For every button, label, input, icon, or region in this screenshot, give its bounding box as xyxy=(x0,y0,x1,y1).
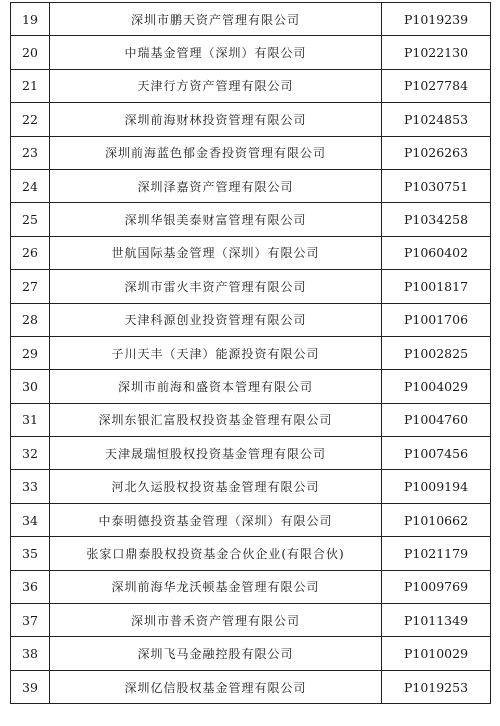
registration-code: P1060402 xyxy=(382,236,491,269)
registration-code: P1002825 xyxy=(382,336,491,369)
registration-code: P1011349 xyxy=(382,604,491,637)
registration-code: P1004029 xyxy=(382,370,491,403)
row-number: 30 xyxy=(11,370,50,403)
institution-name: 天津科源创业投资管理有限公司 xyxy=(50,303,382,336)
table-row xyxy=(11,570,491,603)
institution-table-container xyxy=(10,2,490,704)
registration-code: P1010662 xyxy=(382,503,491,536)
row-number: 31 xyxy=(11,403,50,436)
table-row xyxy=(11,69,491,102)
table-row xyxy=(11,637,491,670)
table-row xyxy=(11,270,491,303)
registration-code: P1027784 xyxy=(382,69,491,102)
table-row xyxy=(11,36,491,69)
registration-code: P1019253 xyxy=(382,670,491,703)
table-row xyxy=(11,470,491,503)
row-number: 33 xyxy=(11,470,50,503)
table-row xyxy=(11,537,491,570)
institution-name: 深圳前海蓝色郁金香投资管理有限公司 xyxy=(50,136,382,169)
institution-name: 子川天丰（天津）能源投资有限公司 xyxy=(50,336,382,369)
row-number: 22 xyxy=(11,103,50,136)
institution-name: 深圳飞马金融控股有限公司 xyxy=(50,637,382,670)
registration-code: P1009194 xyxy=(382,470,491,503)
table-row xyxy=(11,403,491,436)
institution-name: 河北久运股权投资基金管理有限公司 xyxy=(50,470,382,503)
institution-table xyxy=(10,2,491,704)
row-number: 32 xyxy=(11,437,50,470)
row-number: 24 xyxy=(11,169,50,202)
registration-code: P1021179 xyxy=(382,537,491,570)
table-row xyxy=(11,370,491,403)
row-number: 25 xyxy=(11,203,50,236)
row-number: 34 xyxy=(11,503,50,536)
registration-code: P1004760 xyxy=(382,403,491,436)
row-number: 26 xyxy=(11,236,50,269)
institution-name: 张家口鼎泰股权投资基金合伙企业(有限合伙) xyxy=(50,537,382,570)
row-number: 29 xyxy=(11,336,50,369)
table-row xyxy=(11,336,491,369)
row-number: 39 xyxy=(11,670,50,703)
institution-name: 世航国际基金管理（深圳）有限公司 xyxy=(50,236,382,269)
institution-name: 深圳市普禾资产管理有限公司 xyxy=(50,604,382,637)
table-row xyxy=(11,3,491,36)
institution-name: 深圳前海财林投资管理有限公司 xyxy=(50,103,382,136)
registration-code: P1024853 xyxy=(382,103,491,136)
institution-table-body xyxy=(11,3,491,704)
institution-name: 深圳东银汇富股权投资基金管理有限公司 xyxy=(50,403,382,436)
institution-name: 深圳亿信股权基金管理有限公司 xyxy=(50,670,382,703)
registration-code: P1030751 xyxy=(382,169,491,202)
institution-name: 中泰明德投资基金管理（深圳）有限公司 xyxy=(50,503,382,536)
row-number: 37 xyxy=(11,604,50,637)
registration-code: P1009769 xyxy=(382,570,491,603)
institution-name: 深圳泽嘉资产管理有限公司 xyxy=(50,169,382,202)
institution-name: 深圳市雷火丰资产管理有限公司 xyxy=(50,270,382,303)
institution-name: 深圳市鹏天资产管理有限公司 xyxy=(50,3,382,36)
row-number: 27 xyxy=(11,270,50,303)
registration-code: P1034258 xyxy=(382,203,491,236)
registration-code: P1022130 xyxy=(382,36,491,69)
row-number: 38 xyxy=(11,637,50,670)
row-number: 28 xyxy=(11,303,50,336)
institution-name: 天津晟瑞恒股权投资基金管理有限公司 xyxy=(50,437,382,470)
table-row xyxy=(11,437,491,470)
row-number: 19 xyxy=(11,3,50,36)
row-number: 21 xyxy=(11,69,50,102)
table-row xyxy=(11,103,491,136)
row-number: 23 xyxy=(11,136,50,169)
institution-name: 深圳前海华龙沃顿基金管理有限公司 xyxy=(50,570,382,603)
table-row xyxy=(11,670,491,703)
registration-code: P1026263 xyxy=(382,136,491,169)
registration-code: P1001817 xyxy=(382,270,491,303)
table-row xyxy=(11,136,491,169)
institution-name: 中瑞基金管理（深圳）有限公司 xyxy=(50,36,382,69)
registration-code: P1010029 xyxy=(382,637,491,670)
institution-name: 深圳华银美泰财富管理有限公司 xyxy=(50,203,382,236)
registration-code: P1007456 xyxy=(382,437,491,470)
registration-code: P1001706 xyxy=(382,303,491,336)
table-row xyxy=(11,303,491,336)
table-row xyxy=(11,169,491,202)
registration-code: P1019239 xyxy=(382,3,491,36)
table-row xyxy=(11,604,491,637)
table-row xyxy=(11,236,491,269)
table-row xyxy=(11,503,491,536)
institution-name: 天津行方资产管理有限公司 xyxy=(50,69,382,102)
table-row xyxy=(11,203,491,236)
row-number: 20 xyxy=(11,36,50,69)
row-number: 36 xyxy=(11,570,50,603)
row-number: 35 xyxy=(11,537,50,570)
institution-name: 深圳市前海和盛资本管理有限公司 xyxy=(50,370,382,403)
